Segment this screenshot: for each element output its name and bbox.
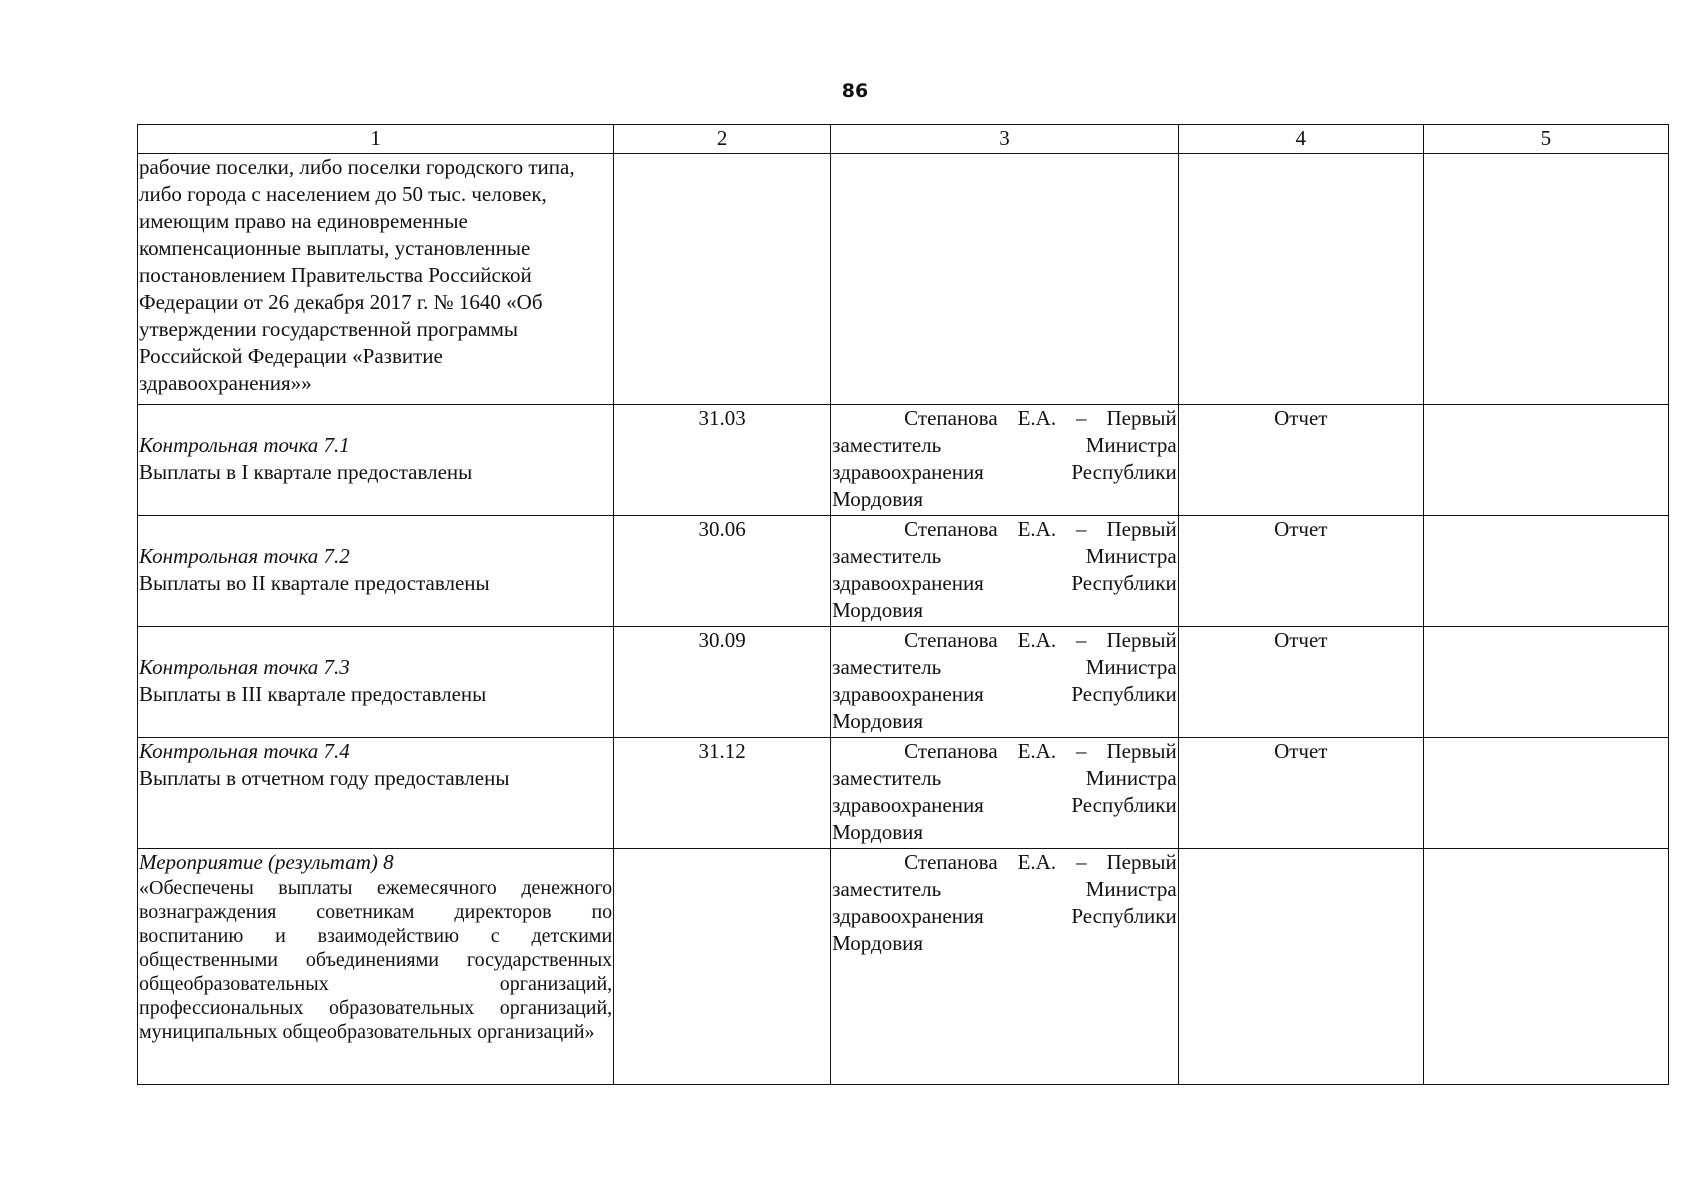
responsible-line: здравоохранения Республики [832,793,1177,817]
table-row [138,405,1669,516]
deadline-date: 30.09 [698,628,746,652]
table-row [138,627,1669,738]
control-point-description: Выплаты в III квартале предоставлены [139,682,487,706]
deadline-date: 31.03 [698,406,746,430]
date-cell [614,516,831,627]
note-cell [1423,405,1668,516]
responsible-cell [831,849,1179,1085]
control-point-cell [138,405,614,516]
responsible-line: здравоохранения Республики [832,682,1177,706]
control-point-description: Выплаты в I квартале предоставлены [139,460,473,484]
header-col-4: 4 [1178,125,1423,154]
date-cell [614,405,831,516]
responsible-line: Степанова Е.А. – Первый [904,850,1177,874]
responsible-line: заместитель Министра [832,655,1177,679]
control-point-cell [138,738,614,849]
document-cell [1178,738,1423,849]
table-row [138,516,1669,627]
responsible-line: здравоохранения Республики [832,460,1177,484]
responsible-line: Степанова Е.А. – Первый [904,517,1177,541]
note-cell [1423,627,1668,738]
responsible-line: Мордовия [832,931,924,955]
note-cell [1423,849,1668,1085]
responsible-line: здравоохранения Республики [832,904,1177,928]
header-col-2: 2 [614,125,831,154]
date-cell [614,627,831,738]
page-number: 86 [841,80,869,102]
document-type: Отчет [1274,406,1328,430]
table-row [138,154,1669,405]
control-point-description: Выплаты во II квартале предоставлены [139,571,490,595]
table-row [138,738,1669,849]
responsible-cell [831,516,1179,627]
document-cell [1178,516,1423,627]
table-row [138,849,1669,1085]
header-col-1: 1 [138,125,614,154]
date-cell [614,738,831,849]
responsible-line: заместитель Министра [832,544,1177,568]
responsible-line: заместитель Министра [832,877,1177,901]
event-description: «Обеспечены выплаты ежемесячного денежного вознаграждения советникам директоров по воспитанию и взаимодействию с детскими общественными объединениями государственных общеобразовательных организаций, профессиональных образовательных организаций, муниципальных общеобразовательных организаций» [139,877,613,1043]
responsible-line: Мордовия [832,709,924,733]
control-point-title: Контрольная точка 7.4 [139,739,350,763]
responsible-cell [831,738,1179,849]
responsible-line: Мордовия [832,820,924,844]
responsible-line: Степанова Е.А. – Первый [904,406,1177,430]
plan-table [137,124,1669,1085]
responsible-cell [831,154,1179,405]
responsible-cell [831,627,1179,738]
document-cell [1178,154,1423,405]
document-type: Отчет [1274,739,1328,763]
note-cell [1423,154,1668,405]
header-col-5: 5 [1423,125,1668,154]
responsible-line: здравоохранения Республики [832,571,1177,595]
responsible-line: заместитель Министра [832,766,1177,790]
continuation-text: рабочие поселки, либо поселки городского типа, либо города с населением до 50 тыс. человек, имеющим право на единовременные компенсационные выплаты, установленные постановлением Правительства Российской Федерации от 26 декабря 2017 г. № 1640 «Об утверждении государственной программы Российской Федерации «Развитие здравоохранения»» [139,155,575,395]
document-cell [1178,849,1423,1085]
document-cell [1178,405,1423,516]
control-point-title: Контрольная точка 7.3 [139,655,350,679]
responsible-line: Степанова Е.А. – Первый [904,739,1177,763]
responsible-line: Степанова Е.А. – Первый [904,628,1177,652]
responsible-cell [831,405,1179,516]
responsible-line: Мордовия [832,598,924,622]
deadline-date: 30.06 [698,517,746,541]
document-type: Отчет [1274,517,1328,541]
control-point-title: Контрольная точка 7.2 [139,544,350,568]
header-col-3: 3 [831,125,1179,154]
continuation-text-cell [138,154,614,405]
event-cell [138,849,614,1085]
date-cell [614,154,831,405]
note-cell [1423,738,1668,849]
control-point-cell [138,516,614,627]
event-title: Мероприятие (результат) 8 [139,850,394,874]
date-cell [614,849,831,1085]
table-header-row [138,125,1669,154]
responsible-line: заместитель Министра [832,433,1177,457]
deadline-date: 31.12 [698,739,746,763]
responsible-line: Мордовия [832,487,924,511]
document-cell [1178,627,1423,738]
control-point-title: Контрольная точка 7.1 [139,433,350,457]
note-cell [1423,516,1668,627]
document-type: Отчет [1274,628,1328,652]
control-point-cell [138,627,614,738]
control-point-description: Выплаты в отчетном году предоставлены [139,766,510,790]
